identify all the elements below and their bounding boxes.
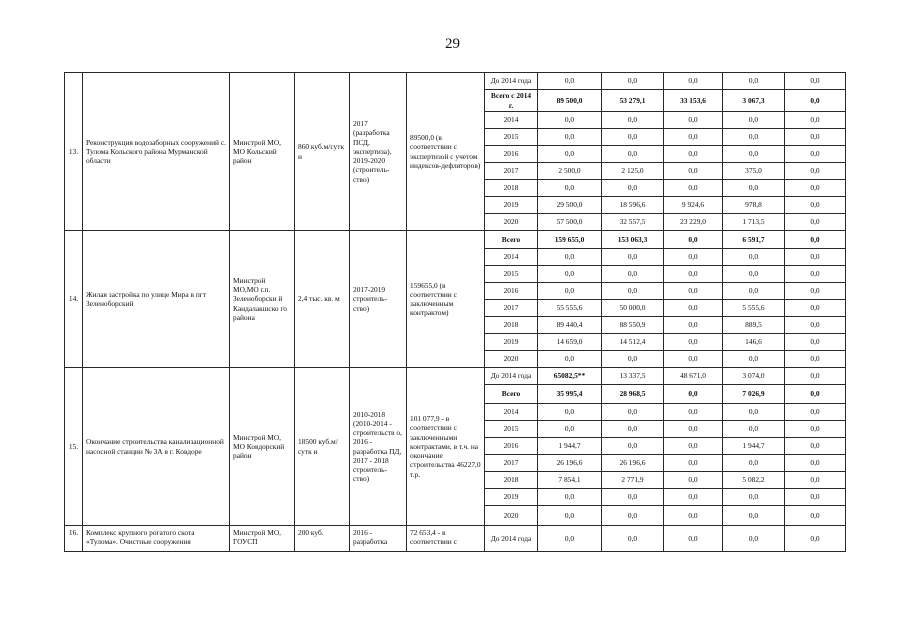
amount-cell: 0,0 [785,526,846,552]
amount-cell: 35 995,4 [538,385,602,404]
amount-cell: 0,0 [785,283,846,300]
amount-cell: 0,0 [538,73,602,90]
project-number: 13. [65,73,83,231]
amount-cell: 1 944,7 [723,438,785,455]
amount-cell: 0,0 [664,351,723,368]
project-capacity: 860 куб.м/сутк и [295,73,350,231]
amount-cell: 375,0 [723,163,785,180]
year-cell: 2017 [485,455,538,472]
amount-cell: 0,0 [723,455,785,472]
project-number: 16. [65,526,83,552]
year-cell: 2014 [485,404,538,421]
amount-cell: 14 512,4 [602,334,664,351]
year-cell: 2017 [485,163,538,180]
amount-cell: 0,0 [602,404,664,421]
amount-cell: 6 591,7 [723,231,785,249]
year-cell: 2014 [485,112,538,129]
year-cell: 2016 [485,146,538,163]
amount-cell: 32 557,5 [602,214,664,231]
amount-cell: 0,0 [785,249,846,266]
amount-cell: 0,0 [664,129,723,146]
amount-cell: 65082,5** [538,368,602,385]
project-period: 2017 (разработка ПСД, экспертиза), 2019-2020 (строитель-ство) [350,73,407,231]
project-capacity: 18500 куб.м/сутк и [295,368,350,526]
amount-cell: 0,0 [602,180,664,197]
year-cell: 2016 [485,438,538,455]
amount-cell: 0,0 [785,180,846,197]
amount-cell: 0,0 [602,112,664,129]
project-capacity: 2,4 тыс. кв. м [295,231,350,368]
amount-cell: 0,0 [723,249,785,266]
amount-cell: 0,0 [664,163,723,180]
amount-cell: 0,0 [785,404,846,421]
amount-cell: 0,0 [602,506,664,526]
project-executor: Минстрой МО, ГОУСП [230,526,295,552]
project-name: Жилая застройка по улице Мира в пгт Зеленоборский [83,231,230,368]
amount-cell: 0,0 [664,472,723,489]
amount-cell: 0,0 [785,73,846,90]
amount-cell: 0,0 [785,163,846,180]
amount-cell: 3 074,0 [723,368,785,385]
table-row [65,526,846,552]
amount-cell: 0,0 [785,112,846,129]
amount-cell: 0,0 [602,526,664,552]
amount-cell: 0,0 [538,421,602,438]
year-cell: 2015 [485,266,538,283]
amount-cell: 0,0 [538,351,602,368]
project-name: Окончание строительства канализационной насосной станции № 3А в г. Ковдоре [83,368,230,526]
amount-cell: 26 196,6 [602,455,664,472]
amount-cell: 0,0 [785,472,846,489]
amount-cell: 53 279,1 [602,90,664,112]
amount-cell: 0,0 [664,300,723,317]
amount-cell: 0,0 [664,526,723,552]
project-period: 2016 - разработка [350,526,407,552]
amount-cell: 3 067,3 [723,90,785,112]
amount-cell: 0,0 [664,180,723,197]
amount-cell: 0,0 [664,73,723,90]
amount-cell: 55 555,6 [538,300,602,317]
amount-cell: 0,0 [723,73,785,90]
amount-cell: 0,0 [538,266,602,283]
project-number: 14. [65,231,83,368]
amount-cell: 0,0 [602,421,664,438]
amount-cell: 0,0 [785,351,846,368]
amount-cell: 57 500,0 [538,214,602,231]
amount-cell: 0,0 [785,421,846,438]
project-name: Комплекс крупного рогатого скота «Тулома». Очистные сооружения [83,526,230,552]
amount-cell: 0,0 [785,489,846,506]
year-cell: 2018 [485,180,538,197]
amount-cell: 0,0 [723,283,785,300]
year-cell: 2015 [485,129,538,146]
amount-cell: 0,0 [664,421,723,438]
amount-cell: 0,0 [723,526,785,552]
amount-cell: 0,0 [602,129,664,146]
project-cost: 101 077,9 - в соответствии с заключенными контрактами, в т.ч. на окончание строительства 46227,0 т.р. [407,368,485,526]
amount-cell: 1 944,7 [538,438,602,455]
amount-cell: 2 771,9 [602,472,664,489]
amount-cell: 0,0 [664,455,723,472]
amount-cell: 146,6 [723,334,785,351]
amount-cell: 0,0 [785,90,846,112]
year-cell: 2017 [485,300,538,317]
amount-cell: 0,0 [664,385,723,404]
table-row [65,231,846,249]
amount-cell: 0,0 [602,266,664,283]
amount-cell: 0,0 [723,112,785,129]
amount-cell: 0,0 [664,249,723,266]
amount-cell: 0,0 [538,112,602,129]
amount-cell: 0,0 [664,506,723,526]
amount-cell: 5 082,2 [723,472,785,489]
amount-cell: 0,0 [664,231,723,249]
amount-cell: 48 671,0 [664,368,723,385]
project-capacity: 200 куб. [295,526,350,552]
amount-cell: 0,0 [664,317,723,334]
amount-cell: 0,0 [785,385,846,404]
amount-cell: 88 550,9 [602,317,664,334]
year-cell: До 2014 года [485,526,538,552]
year-cell: До 2014 года [485,368,538,385]
year-cell: 2020 [485,506,538,526]
amount-cell: 0,0 [723,404,785,421]
amount-cell: 7 854,1 [538,472,602,489]
amount-cell: 1 713,5 [723,214,785,231]
table-row [65,73,846,90]
table-body [65,73,846,552]
project-number: 15. [65,368,83,526]
table-row [65,368,846,385]
amount-cell: 0,0 [664,146,723,163]
amount-cell: 0,0 [723,489,785,506]
amount-cell: 0,0 [664,404,723,421]
amount-cell: 7 026,9 [723,385,785,404]
amount-cell: 0,0 [538,489,602,506]
year-cell: Всего [485,385,538,404]
year-cell: 2019 [485,489,538,506]
amount-cell: 26 196,6 [538,455,602,472]
amount-cell: 0,0 [602,146,664,163]
year-cell: До 2014 года [485,73,538,90]
year-cell: 2019 [485,197,538,214]
amount-cell: 0,0 [538,146,602,163]
amount-cell: 0,0 [723,421,785,438]
amount-cell: 0,0 [664,334,723,351]
amount-cell: 0,0 [723,146,785,163]
amount-cell: 0,0 [538,283,602,300]
year-cell: 2018 [485,472,538,489]
amount-cell: 0,0 [785,438,846,455]
amount-cell: 0,0 [785,300,846,317]
amount-cell: 9 924,6 [664,197,723,214]
amount-cell: 18 596,6 [602,197,664,214]
amount-cell: 0,0 [785,266,846,283]
amount-cell: 0,0 [538,129,602,146]
amount-cell: 0,0 [664,283,723,300]
amount-cell: 0,0 [785,506,846,526]
year-cell: 2014 [485,249,538,266]
amount-cell: 0,0 [664,112,723,129]
amount-cell: 0,0 [602,351,664,368]
amount-cell: 50 000,0 [602,300,664,317]
year-cell: 2020 [485,351,538,368]
amount-cell: 0,0 [723,180,785,197]
project-period: 2010-2018 (2010-2014 - строительств о, 2016 - разработка ПД, 2017 - 2018 строитель-ство) [350,368,407,526]
amount-cell: 0,0 [785,317,846,334]
project-name: Реконструкция водозаборных сооружений с. Тулома Кольского района Мурманской области [83,73,230,231]
project-cost: 89500,0 (в соответствии с экспертизой с учетом индексов-дефляторов) [407,73,485,231]
amount-cell: 0,0 [785,129,846,146]
amount-cell: 0,0 [538,249,602,266]
amount-cell: 153 063,3 [602,231,664,249]
amount-cell: 0,0 [664,438,723,455]
project-executor: Минстрой МО,МО г.п. Зеленоборски й Кандалакшско го района [230,231,295,368]
amount-cell: 0,0 [602,249,664,266]
year-cell: 2020 [485,214,538,231]
amount-cell: 23 229,0 [664,214,723,231]
project-cost: 159655,0 (в соответствии с заключенным контрактом) [407,231,485,368]
amount-cell: 28 968,5 [602,385,664,404]
year-cell: 2018 [485,317,538,334]
year-cell: 2015 [485,421,538,438]
project-cost: 72 653,4 - в соответствии с [407,526,485,552]
investment-projects-table [64,72,846,552]
amount-cell: 978,8 [723,197,785,214]
year-cell: Всего с 2014 г. [485,90,538,112]
amount-cell: 0,0 [602,73,664,90]
amount-cell: 33 153,6 [664,90,723,112]
amount-cell: 0,0 [785,368,846,385]
project-executor: Минстрой МО, МО Ковдорский район [230,368,295,526]
amount-cell: 0,0 [602,283,664,300]
amount-cell: 5 555,6 [723,300,785,317]
amount-cell: 0,0 [538,506,602,526]
amount-cell: 159 655,0 [538,231,602,249]
amount-cell: 0,0 [785,197,846,214]
amount-cell: 89 440,4 [538,317,602,334]
amount-cell: 2 500,0 [538,163,602,180]
amount-cell: 2 125,0 [602,163,664,180]
amount-cell: 0,0 [785,455,846,472]
amount-cell: 0,0 [723,506,785,526]
amount-cell: 0,0 [664,266,723,283]
amount-cell: 0,0 [723,129,785,146]
year-cell: Всего [485,231,538,249]
amount-cell: 0,0 [602,438,664,455]
amount-cell: 0,0 [785,146,846,163]
amount-cell: 0,0 [602,489,664,506]
amount-cell: 13 337,5 [602,368,664,385]
amount-cell: 0,0 [723,351,785,368]
amount-cell: 0,0 [538,404,602,421]
amount-cell: 0,0 [723,266,785,283]
amount-cell: 0,0 [785,231,846,249]
amount-cell: 14 659,0 [538,334,602,351]
year-cell: 2019 [485,334,538,351]
page-number: 29 [445,36,460,52]
amount-cell: 89 500,0 [538,90,602,112]
project-executor: Минстрой МО, МО Кольский район [230,73,295,231]
amount-cell: 0,0 [785,214,846,231]
amount-cell: 29 500,0 [538,197,602,214]
amount-cell: 0,0 [538,526,602,552]
amount-cell: 0,0 [538,180,602,197]
project-period: 2017-2019 строитель-ство) [350,231,407,368]
amount-cell: 0,0 [785,334,846,351]
amount-cell: 889,5 [723,317,785,334]
amount-cell: 0,0 [664,489,723,506]
year-cell: 2016 [485,283,538,300]
